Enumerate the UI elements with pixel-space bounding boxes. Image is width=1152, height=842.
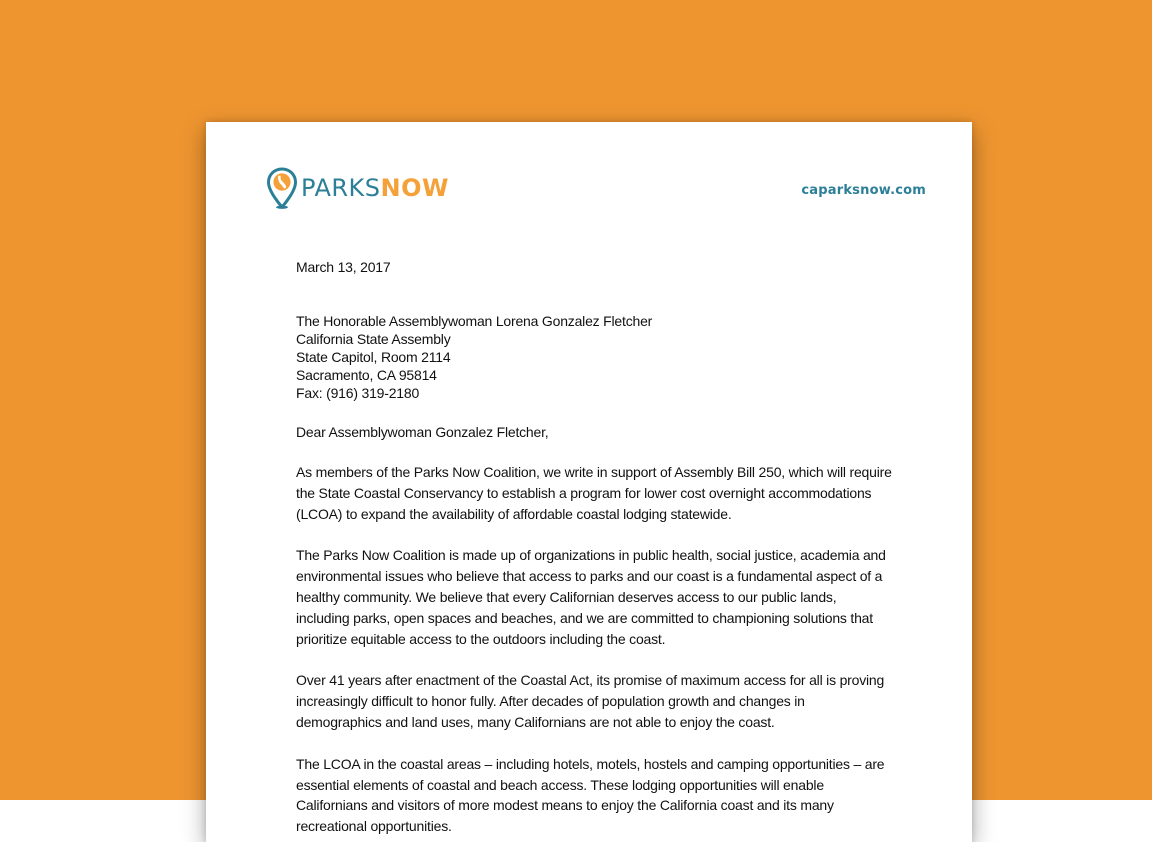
parks-now-logo (267, 166, 449, 210)
address-line: State Capitol, Room 2114 (296, 349, 451, 365)
recipient-address (296, 312, 892, 402)
logo-wordmark (301, 176, 449, 200)
salutation: Dear Assemblywoman Gonzalez Fletcher, (296, 424, 549, 440)
address-line: Fax: (916) 319-2180 (296, 385, 420, 401)
body-paragraph: Over 41 years after enactment of the Coastal Act, its promise of maximum access for all is proving increasingly difficult to honor fully. After decades of population growth and changes in demographics and land uses, many Californians are not able to enjoy the coast. (296, 672, 885, 730)
logo-text-now: NOW (380, 174, 449, 202)
letter-page (206, 122, 972, 842)
california-map-pin-icon (267, 167, 297, 209)
body-paragraph: The LCOA in the coastal areas – including hotels, motels, hostels and camping opportunities – are essential elements of coastal and beach access. These lodging opportunities will enable Californians and visitors of more modest means to enjoy the California coast and its many recreational opportunities. (296, 755, 885, 835)
address-line: California State Assembly (296, 331, 451, 347)
address-line: The Honorable Assemblywoman Lorena Gonzalez Fletcher (296, 313, 653, 329)
body-paragraph: As members of the Parks Now Coalition, we write in support of Assembly Bill 250, which will require the State Coastal Conservancy to establish a program for lower cost overnight accommodations (LCOA) to expand the availability of affordable coastal lodging statewide. (296, 464, 892, 522)
website-url: caparksnow.com (801, 183, 926, 198)
logo-text-parks: PARKS (301, 174, 381, 202)
body-paragraph: The Parks Now Coalition is made up of organizations in public health, social justice, academia and environmental issues who believe that access to parks and our coast is a fundamental aspect of a healthy community. We believe that every Californian deserves access to our public lands, including parks, open spaces and beaches, and we are committed to championing solutions that prioritize equitable access to the outdoors including the coast. (296, 547, 886, 647)
letter-body (296, 258, 892, 837)
letter-date: March 13, 2017 (296, 259, 391, 275)
address-line: Sacramento, CA 95814 (296, 367, 437, 383)
